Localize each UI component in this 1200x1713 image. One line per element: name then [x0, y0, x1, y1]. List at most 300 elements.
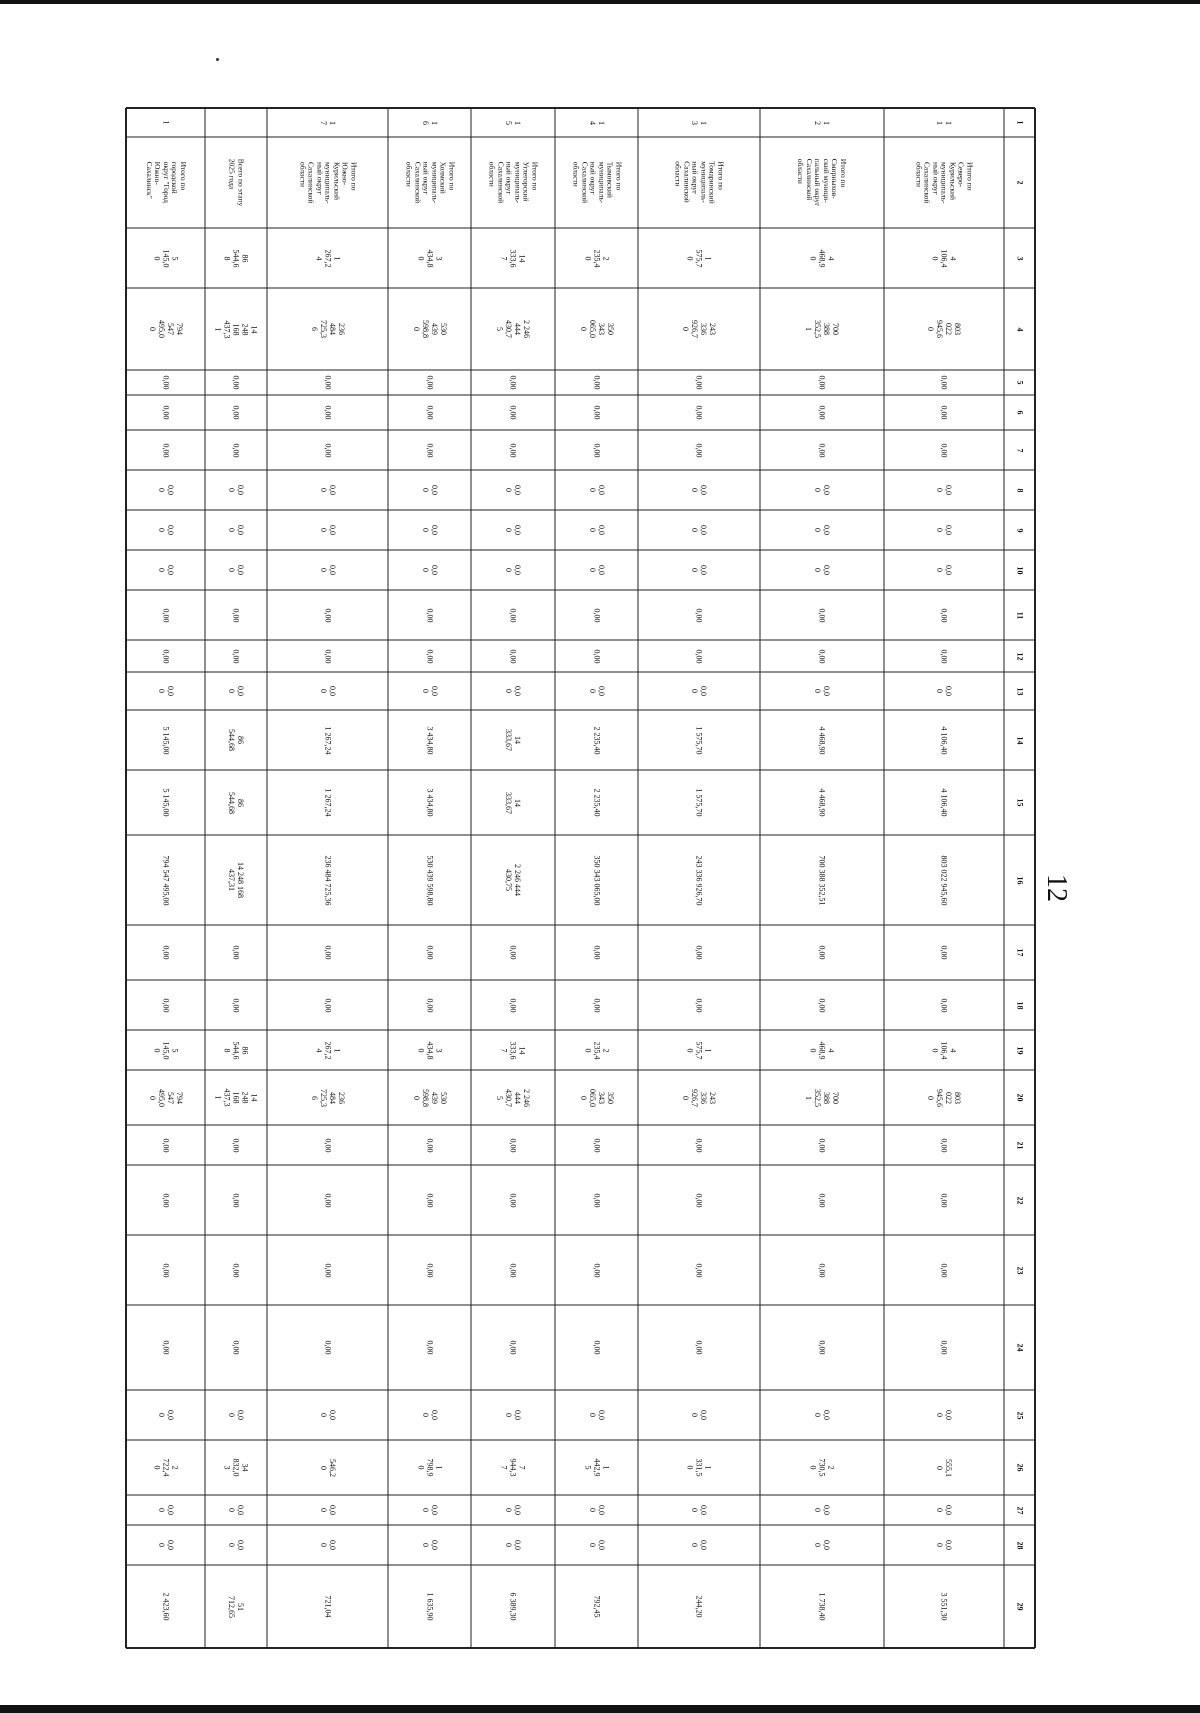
- cell-text: 86 544,68: [227, 729, 245, 751]
- column-number: [1004, 925, 1035, 980]
- cell-text: Итого по Углегорский муниципаль- ный округ Сахалинской области: [488, 161, 540, 204]
- cell-text: 0,00: [592, 945, 601, 960]
- table-cell: [555, 1440, 638, 1495]
- row-index: [388, 108, 471, 137]
- cell-text: 0,0 0: [156, 525, 175, 535]
- cell-text: 0,00: [817, 443, 827, 457]
- cell-text: 0,0 0: [156, 1505, 175, 1515]
- cell-text: 0,00: [161, 375, 170, 390]
- table-cell: [471, 1305, 555, 1390]
- table-cell: [388, 1525, 471, 1565]
- row-index: [638, 108, 760, 137]
- cell-text: 0,0 0: [813, 1505, 831, 1515]
- cell-text: 0,0 0: [420, 1505, 439, 1515]
- table-cell: [884, 1165, 1004, 1235]
- cell-text: 0,0 0: [935, 686, 953, 696]
- cell-text: 4: [1015, 327, 1024, 331]
- table-cell: [267, 640, 388, 672]
- table-cell: [638, 770, 760, 835]
- cell-text: 14: [1015, 736, 1024, 744]
- cell-text: 25: [1015, 1411, 1024, 1419]
- table-cell: [205, 288, 267, 370]
- cell-text: 0,0 0: [813, 1410, 831, 1420]
- cell-text: 546,2 0: [318, 1458, 337, 1477]
- table-cell: [205, 1030, 267, 1070]
- table-cell: [205, 1305, 267, 1390]
- table-cell: [760, 1235, 884, 1305]
- cell-text: 0,00: [161, 608, 170, 622]
- cell-text: 0,0 0: [935, 1540, 953, 1550]
- table-cell: [267, 550, 388, 590]
- table-cell: [471, 925, 555, 980]
- cell-text: 243 336 926,7 0: [681, 1088, 717, 1107]
- table-cell: [126, 1495, 205, 1525]
- table-cell: [638, 640, 760, 672]
- table-cell: [388, 710, 471, 770]
- table-cell: [555, 430, 638, 470]
- cell-text: 1 4: [587, 120, 606, 125]
- table-cell: [638, 1525, 760, 1565]
- table-cell: [555, 228, 638, 288]
- table-cell: [388, 770, 471, 835]
- table-cell: [205, 835, 267, 925]
- cell-text: 1 6: [420, 120, 439, 125]
- table-cell: [760, 1165, 884, 1235]
- cell-text: 14 248 168 437,3 1: [213, 1088, 259, 1107]
- cell-text: 0,00: [425, 405, 434, 420]
- cell-text: 2 246 444 430,7 5: [495, 1088, 531, 1107]
- cell-text: Итого по городской округ "Город Южно- Сахалинск": [144, 161, 188, 204]
- table-cell: [126, 288, 205, 370]
- table-cell: [267, 288, 388, 370]
- cell-text: 51 712,65: [227, 1595, 245, 1618]
- cell-text: 0,00: [508, 1340, 518, 1355]
- cell-text: Итого по Смирныхов- ский муници- пальный округ Сахалинской области: [796, 158, 849, 207]
- cell-text: 86 544,68: [227, 791, 245, 814]
- cell-text: 236 484 725,3 6: [309, 1088, 346, 1107]
- cell-text: 0,00: [694, 1138, 704, 1152]
- table-cell: [471, 1495, 555, 1525]
- cell-text: 1 267,24: [323, 726, 332, 754]
- cell-text: Итого по Северо- Курильский муниципаль- ный округ Сахалинской области: [914, 161, 975, 204]
- table-cell: [126, 1390, 205, 1440]
- cell-text: 0,0 0: [813, 485, 831, 495]
- table-cell: [471, 1070, 555, 1125]
- table-cell: [760, 590, 884, 640]
- table-cell: [267, 1305, 388, 1390]
- cell-text: 350 343 065,00: [592, 855, 601, 905]
- table-cell: [555, 1305, 638, 1390]
- cell-text: 0,0 0: [813, 1540, 831, 1550]
- table-cell: [884, 1305, 1004, 1390]
- cell-text: 1 7: [318, 120, 337, 125]
- table-cell: [884, 1125, 1004, 1165]
- row-index: [884, 108, 1004, 137]
- cell-text: 236 484 725,3 6: [309, 320, 346, 338]
- cell-text: 4 106,4 0: [930, 1041, 958, 1059]
- cell-text: 0,00: [425, 1340, 434, 1355]
- column-number: [1004, 590, 1035, 640]
- cell-text: 0,0 0: [420, 1410, 439, 1420]
- cell-text: 0,00: [939, 443, 949, 457]
- table-cell: [205, 1070, 267, 1125]
- column-number: [1004, 470, 1035, 510]
- cell-text: 0,00: [592, 1340, 601, 1355]
- table-cell: [638, 1030, 760, 1070]
- table-cell: [555, 510, 638, 550]
- cell-text: 2 235,40: [592, 788, 601, 817]
- cell-text: 0,00: [425, 443, 434, 457]
- table-cell: [126, 1565, 205, 1648]
- table-cell: [884, 1495, 1004, 1525]
- table-cell: [638, 590, 760, 640]
- cell-text: 803 022 945,6 0: [926, 320, 962, 338]
- cell-text: 0,00: [694, 998, 704, 1012]
- table-cell: [555, 590, 638, 640]
- cell-text: 0,0 0: [690, 565, 708, 575]
- cell-text: Итого по Холмский муниципаль- ный округ Сахалинской области: [404, 161, 456, 204]
- cell-text: 0,00: [939, 1263, 949, 1277]
- cell-text: 1 635,90: [425, 1592, 434, 1621]
- cell-text: 19: [1015, 1046, 1024, 1054]
- table-cell: [126, 510, 205, 550]
- table-cell: [555, 1390, 638, 1440]
- table-cell: [884, 1440, 1004, 1495]
- cell-text: 0,0 0: [227, 525, 245, 535]
- table-cell: [388, 835, 471, 925]
- table-cell: [638, 1565, 760, 1648]
- column-number: [1004, 288, 1035, 370]
- cell-text: 0,00: [817, 998, 827, 1012]
- table-cell: [205, 590, 267, 640]
- table-cell: [471, 430, 555, 470]
- table-cell: [638, 1440, 760, 1495]
- table-cell: [267, 710, 388, 770]
- table-cell: [760, 470, 884, 510]
- cell-text: 0,00: [508, 1263, 518, 1277]
- cell-text: 0,00: [231, 1340, 241, 1355]
- cell-text: 14 333,67: [504, 791, 522, 814]
- cell-text: 0,00: [592, 998, 601, 1012]
- table-cell: [555, 1070, 638, 1125]
- cell-text: 0,00: [231, 405, 241, 420]
- cell-text: 0,00: [161, 1263, 170, 1277]
- cell-text: 0,00: [161, 649, 170, 663]
- cell-text: 0,0 0: [156, 485, 175, 495]
- row-index: [555, 108, 638, 137]
- table-cell: [471, 1030, 555, 1070]
- table-cell: [638, 1495, 760, 1525]
- cell-text: 4 468,9 0: [808, 1041, 836, 1059]
- table-cell: [555, 1525, 638, 1565]
- cell-text: 0,0 0: [504, 686, 522, 696]
- cell-text: 794 547 495,00: [161, 855, 170, 905]
- cell-text: 0,00: [425, 1138, 434, 1152]
- cell-text: 0,0 0: [690, 525, 708, 535]
- cell-text: 0,00: [161, 1138, 170, 1152]
- cell-text: 26: [1015, 1463, 1024, 1472]
- cell-text: 0,0 0: [813, 565, 831, 575]
- cell-text: 0,00: [323, 998, 332, 1012]
- table-cell: [126, 590, 205, 640]
- table-cell: [884, 288, 1004, 370]
- cell-text: 4 106,40: [939, 788, 949, 817]
- cell-text: 0,00: [508, 1138, 518, 1152]
- cell-text: 2 246 444 430,7 5: [495, 320, 531, 338]
- table-cell: [884, 710, 1004, 770]
- cell-text: 5 145,0 0: [152, 1041, 179, 1059]
- cell-text: 0,0 0: [420, 485, 439, 495]
- cell-text: 29: [1015, 1602, 1024, 1611]
- cell-text: 0,0 0: [227, 1540, 245, 1550]
- table-cell: [126, 1165, 205, 1235]
- table-cell: [760, 430, 884, 470]
- table-cell: [388, 672, 471, 710]
- cell-text: 5 145,00: [161, 788, 170, 817]
- cell-text: 0,0 0: [587, 565, 606, 575]
- table-cell: [267, 470, 388, 510]
- cell-text: 0,00: [425, 375, 434, 390]
- cell-text: 0,00: [323, 375, 332, 390]
- cell-text: 244,20: [694, 1595, 704, 1618]
- table-cell: [760, 1565, 884, 1648]
- table-cell: [884, 925, 1004, 980]
- cell-text: 17: [1015, 948, 1024, 957]
- table-cell: [471, 370, 555, 395]
- table-cell: [760, 1495, 884, 1525]
- table-cell: [471, 672, 555, 710]
- cell-text: 0,0 0: [587, 485, 606, 495]
- cell-text: 11: [1015, 611, 1024, 619]
- cell-text: 24: [1015, 1343, 1024, 1352]
- table-cell: [884, 1070, 1004, 1125]
- table-cell: [760, 370, 884, 395]
- cell-text: 530 439 598,8 0: [411, 1088, 448, 1107]
- cell-text: 4 468,90: [817, 726, 827, 754]
- table-cell: [555, 835, 638, 925]
- cell-text: 0,0 0: [587, 686, 606, 696]
- cell-text: 4 468,90: [817, 788, 827, 817]
- cell-text: 1 267,2 4: [314, 1041, 341, 1059]
- table-cell: [126, 925, 205, 980]
- cell-text: 0,00: [592, 375, 601, 390]
- cell-text: 0,00: [425, 998, 434, 1012]
- cell-text: 0,00: [939, 998, 949, 1012]
- column-number: [1004, 835, 1035, 925]
- cell-text: 28: [1015, 1541, 1024, 1549]
- cell-text: 0,00: [231, 649, 241, 663]
- cell-text: 0,00: [592, 443, 601, 457]
- table-cell: [388, 590, 471, 640]
- table-cell: [267, 1390, 388, 1440]
- table-cell: [760, 1030, 884, 1070]
- cell-text: 12: [1015, 652, 1024, 660]
- cell-text: 0,00: [508, 405, 518, 420]
- cell-text: 243 336 926,70: [694, 855, 704, 905]
- table-cell: [267, 430, 388, 470]
- table-cell: [126, 835, 205, 925]
- cell-text: 0,0 0: [690, 485, 708, 495]
- table-cell: [760, 395, 884, 430]
- table-cell: [760, 1125, 884, 1165]
- table-cell: [388, 1305, 471, 1390]
- table-cell: [638, 672, 760, 710]
- table-cell: [555, 770, 638, 835]
- table-cell: [884, 1565, 1004, 1648]
- cell-text: 3 434,80: [425, 788, 434, 817]
- table-cell: [638, 288, 760, 370]
- table-cell: [760, 710, 884, 770]
- table-cell: [267, 1070, 388, 1125]
- table-cell: [126, 228, 205, 288]
- cell-text: 2 246 444 430,75: [504, 864, 522, 896]
- cell-text: 2 423,60: [161, 1592, 170, 1621]
- cell-text: 0,0 0: [813, 686, 831, 696]
- cell-text: 10: [1015, 566, 1024, 574]
- table-cell: [638, 925, 760, 980]
- table-cell: [388, 1390, 471, 1440]
- cell-text: 0,00: [694, 608, 704, 622]
- cell-text: 0,0 0: [504, 485, 522, 495]
- table-cell: [126, 1030, 205, 1070]
- row-index: [126, 108, 205, 137]
- cell-text: 1 575,7 0: [685, 249, 713, 267]
- cell-text: 0,0 0: [690, 1540, 708, 1550]
- cell-text: 0,00: [161, 443, 170, 457]
- cell-text: 0,00: [817, 375, 827, 390]
- cell-text: 14 248 168 437,3 1: [213, 320, 259, 338]
- column-number: [1004, 137, 1035, 228]
- table-cell: [471, 1565, 555, 1648]
- cell-text: 0,0 0: [420, 525, 439, 535]
- table-cell: [555, 980, 638, 1030]
- cell-text: 0,00: [161, 1340, 170, 1355]
- column-number: [1004, 980, 1035, 1030]
- table-cell: [267, 1565, 388, 1648]
- cell-text: 0,00: [939, 1340, 949, 1355]
- cell-text: 0,00: [425, 945, 434, 960]
- cell-text: 0,00: [323, 945, 332, 960]
- table-cell: [884, 370, 1004, 395]
- table-cell: [388, 228, 471, 288]
- page-number: 12: [1041, 874, 1072, 902]
- cell-text: 1 267,2 4: [314, 249, 341, 267]
- table-cell: [638, 430, 760, 470]
- cell-text: 0,0 0: [587, 525, 606, 535]
- table-cell: [388, 288, 471, 370]
- cell-text: 794 547 495,0 0: [147, 320, 184, 338]
- table-cell: [555, 640, 638, 672]
- table-cell: [884, 1390, 1004, 1440]
- column-number: [1004, 640, 1035, 672]
- cell-text: 0,0 0: [690, 1505, 708, 1515]
- cell-text: 4 468,9 0: [808, 249, 836, 267]
- table-cell: [555, 395, 638, 430]
- table-cell: [884, 835, 1004, 925]
- cell-text: 13: [1015, 687, 1024, 695]
- cell-text: 530 439 598,8 0: [411, 320, 448, 338]
- table-cell: [205, 550, 267, 590]
- table-cell: [884, 980, 1004, 1030]
- cell-text: 0,00: [592, 1138, 601, 1152]
- table-cell: [388, 395, 471, 430]
- column-number: [1004, 430, 1035, 470]
- cell-text: 0,00: [694, 443, 704, 457]
- table-cell: [471, 288, 555, 370]
- cell-text: 22: [1015, 1196, 1024, 1204]
- cell-text: 0,00: [817, 608, 827, 622]
- cell-text: 0,00: [817, 1340, 827, 1355]
- row-name: [638, 137, 760, 228]
- table-cell: [267, 1030, 388, 1070]
- cell-text: 0,0 0: [504, 1410, 522, 1420]
- row-name: [126, 137, 205, 228]
- cell-text: 6: [1015, 410, 1024, 415]
- table-cell: [126, 1235, 205, 1305]
- column-number: [1004, 1565, 1035, 1648]
- cell-text: 0,00: [425, 649, 434, 663]
- table-cell: [126, 550, 205, 590]
- cell-text: 5: [1015, 380, 1024, 385]
- cell-text: 0,0 0: [318, 1540, 337, 1550]
- cell-text: 0,0 0: [318, 485, 337, 495]
- table-cell: [267, 1235, 388, 1305]
- cell-text: 3 434,80: [425, 726, 434, 754]
- column-number: [1004, 510, 1035, 550]
- cell-text: 0,0 0: [318, 686, 337, 696]
- cell-text: 0,00: [592, 649, 601, 663]
- cell-text: 14 333,6 7: [499, 1041, 527, 1059]
- table-cell: [471, 550, 555, 590]
- table-cell: [638, 1125, 760, 1165]
- cell-text: 803 022 945,6 0: [926, 1088, 962, 1107]
- table-cell: [471, 470, 555, 510]
- table-cell: [205, 1440, 267, 1495]
- cell-text: 0,00: [231, 945, 241, 960]
- cell-text: 21: [1015, 1141, 1024, 1149]
- table-cell: [638, 1070, 760, 1125]
- cell-text: 7 944,3 7: [499, 1458, 527, 1477]
- cell-text: 0,0 0: [935, 1505, 953, 1515]
- table-cell: [555, 672, 638, 710]
- table-cell: [205, 710, 267, 770]
- table-cell: [205, 470, 267, 510]
- row-name: [884, 137, 1004, 228]
- cell-text: 2 730,5 0: [808, 1458, 836, 1477]
- table-cell: [884, 770, 1004, 835]
- cell-text: 0,00: [817, 649, 827, 663]
- cell-text: 700 388 352,5 1: [804, 320, 840, 338]
- cell-text: 0,0 0: [504, 565, 522, 575]
- table-cell: [388, 1440, 471, 1495]
- cell-text: 0,0 0: [420, 686, 439, 696]
- cell-text: 0,00: [817, 405, 827, 420]
- table-cell: [205, 980, 267, 1030]
- table-cell: [126, 1440, 205, 1495]
- cell-text: Всего по этапу 2025 года: [228, 158, 246, 207]
- table-cell: [760, 1070, 884, 1125]
- cell-text: 0,0 0: [227, 565, 245, 575]
- cell-text: 0,0 0: [935, 565, 953, 575]
- table-cell: [471, 1525, 555, 1565]
- cell-text: 14 333,6 7: [499, 249, 527, 267]
- table-cell: [638, 470, 760, 510]
- row-index: [205, 108, 267, 137]
- cell-text: 4 106,40: [939, 726, 949, 754]
- cell-text: Итого по Южно- Курильский муниципаль- ный округ Сахалинской области: [298, 161, 359, 204]
- table-cell: [638, 395, 760, 430]
- column-number: [1004, 770, 1035, 835]
